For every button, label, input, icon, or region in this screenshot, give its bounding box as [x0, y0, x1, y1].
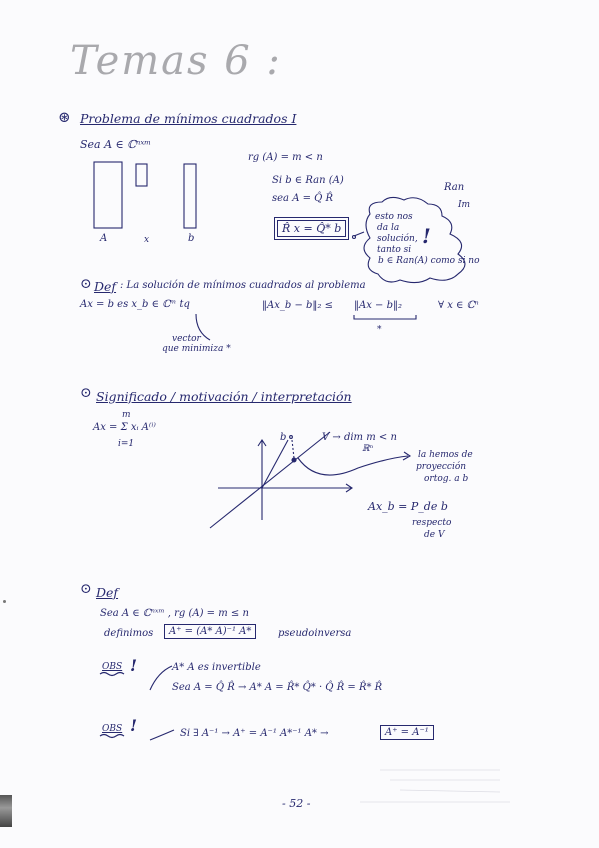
vector-b-rect [184, 164, 196, 228]
section2-line2a: Ax = b es x_b ∈ ℂᵐ tq [80, 299, 190, 310]
page-number: - 52 - [282, 797, 311, 810]
section4-heading: Def [96, 585, 119, 600]
obs1-line2: Sea A = Q̂ R̂ → A* A = R̂* Q̂* · Q̂ R̂ = R̂* R̂ [172, 682, 383, 693]
section3-heading: Significado / motivación / interpretación [96, 389, 352, 404]
paper-speck [3, 600, 6, 603]
label-a: A [100, 233, 108, 244]
projection-equation: Ax_b = P_de b [368, 500, 448, 513]
bullet-dot-icon: ⊙ [80, 581, 92, 597]
cloud-line-1: esto nos [375, 212, 413, 222]
label-x: x [144, 235, 150, 245]
exclamation-icon: ! [130, 656, 138, 675]
section2-heading: Def [94, 279, 117, 294]
condition-qr: sea A = Q̂ R̂ [272, 193, 334, 204]
sum-expression: Ax = Σ xᵢ A⁽ⁱ⁾ [93, 422, 156, 433]
binder-edge [0, 795, 12, 827]
pseudoinverse-box: A⁺ = (A* A)⁻¹ A* [164, 624, 256, 639]
note-minimiza: que minimiza * [162, 344, 231, 354]
obs2-label: OBS [102, 724, 123, 734]
vector-b-label: b [280, 432, 287, 443]
side-note-im: Im [458, 200, 471, 210]
star-mark: * [377, 325, 382, 335]
condition-range: Si b ∈ Ran (A) [272, 175, 344, 186]
sum-bottom: i=1 [118, 439, 135, 449]
section1-line1: Sea A ∈ ℂⁿˣᵐ [80, 138, 152, 151]
section2-line2d: ∀ x ∈ ℂⁿ [438, 300, 479, 311]
proj-line-3: ortog. a b [424, 474, 469, 484]
side-note-ran: Ran [444, 182, 465, 193]
note-vector: vector [172, 334, 201, 344]
section4-line1: Sea A ∈ ℂⁿˣᵐ , rg (A) = m ≤ n [100, 608, 249, 619]
thought-cloud [364, 197, 465, 282]
obs1-line1: A* A es invertible [172, 662, 261, 673]
section2-line2c: ‖Ax − b‖₂ [354, 300, 403, 311]
exclamation-icon: ! [130, 716, 138, 735]
eq-note-1: respecto [412, 518, 452, 528]
section1-heading: Problema de mínimos cuadrados I [80, 111, 297, 126]
vector-x-rect [136, 164, 147, 186]
cloud-line-4: tanto si [377, 245, 412, 255]
cloud-line-5: b ∈ Ran(A) como si no [378, 256, 480, 266]
matrix-a-rect [94, 162, 122, 228]
obs2-line: Si ∃ A⁻¹ → A⁺ = A⁻¹ A*⁻¹ A* → [180, 728, 329, 739]
sum-top: m [122, 410, 131, 420]
qr-equation-box: R̂ x = Q̂* b [277, 220, 346, 237]
inverse-box: A⁺ = A⁻¹ [380, 725, 434, 740]
bullet-dot-icon: ⊙ [80, 385, 92, 401]
label-b: b [188, 233, 195, 244]
eq-note-2: de V [424, 530, 445, 540]
section2-line2b: ‖Ax_b − b‖₂ ≤ [262, 300, 333, 311]
cloud-line-3: solución, [377, 234, 418, 244]
cloud-line-2: da la [377, 223, 400, 233]
obs1-label: OBS [102, 662, 123, 672]
section2-line1: : La solución de mínimos cuadrados al problema [120, 280, 366, 291]
bullet-star-icon: ⊛ [58, 108, 71, 126]
rank-condition: rg (A) = m < n [248, 152, 323, 163]
exclamation-icon: ! [422, 224, 431, 248]
section4-define: definimos [104, 628, 154, 639]
pseudoinverse-label: pseudoinversa [278, 628, 352, 639]
proj-line-2: proyección [416, 462, 467, 472]
subspace-label: V → dim m < n [322, 432, 397, 443]
proj-line-1: la hemos de [418, 450, 473, 460]
subspace-sub: ℝⁿ [362, 444, 374, 454]
bullet-dot-icon: ⊙ [80, 276, 92, 292]
page-title: Temas 6 : [70, 38, 282, 84]
